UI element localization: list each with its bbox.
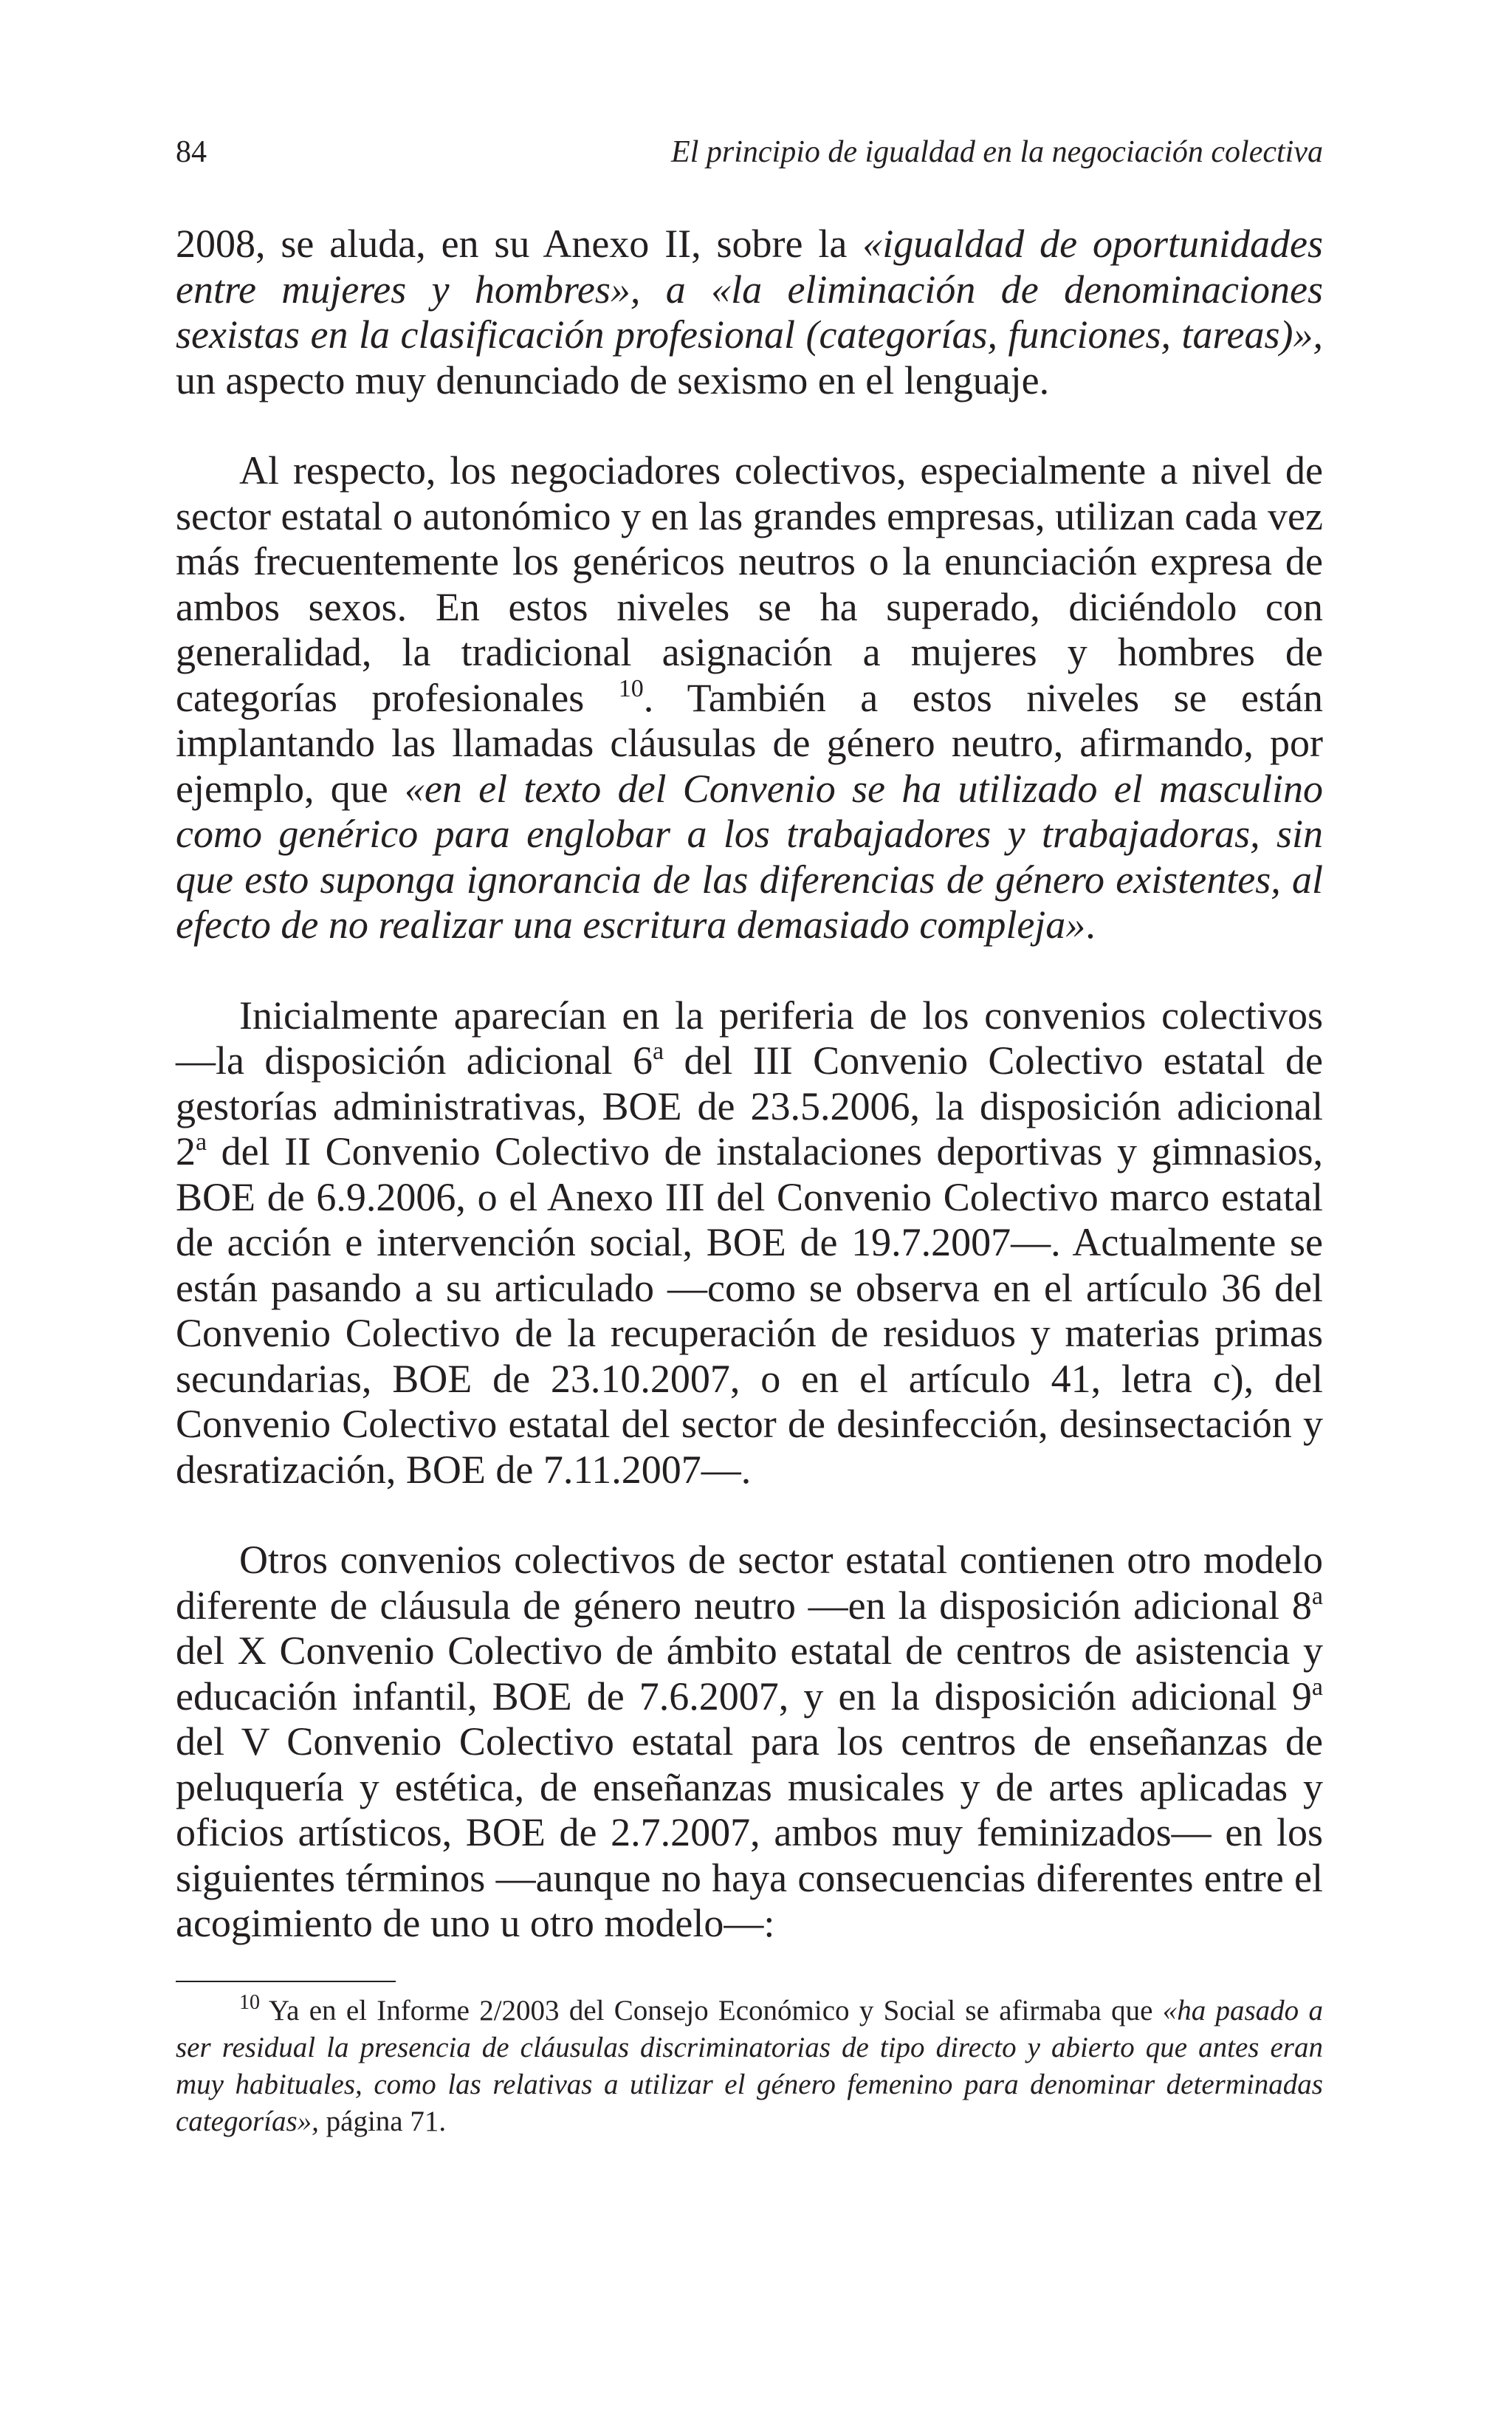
paragraph-3-text-end: del II Convenio Colectivo de instalaciones deportivas y gimnasios, BOE de 6.9.2006, o el Anexo III del Convenio Colectivo marco estatal de acción e intervención social, BOE de 19.7.2007—. Actualmente se están pasando a su articulado —como se observa en el artículo 36 del Convenio Colectivo de la recuperación de residuos y materias primas secundarias, BOE de 23.10.2007, o en el artículo 41, letra c), del Convenio Colectivo estatal del sector de desinfección, desinsectación y desratización, BOE de 7.11.2007—. — [176, 1129, 1323, 1492]
footnote-divider — [176, 1981, 396, 1982]
paragraph-1-quote: «igualdad de oportunidades entre mujeres y hombres», a «la eliminación de denominaciones sexistas en la clasificación profesional (categorías, funciones, tareas)», — [176, 222, 1323, 357]
paragraph-4-text: Otros convenios colectivos de sector estatal contienen otro modelo diferente de cláusula de género neutro —en la disposición adicional 8 — [176, 1538, 1323, 1628]
paragraph-2-text-middle: . También a estos niveles se están implantando las llamadas cláusulas de género neutro, afirmando, por ejemplo, que — [176, 675, 1323, 811]
footnote-text: Ya en el Informe 2/2003 del Consejo Económico y Social se afirmaba que — [260, 1995, 1163, 2026]
footnote-text-end: página 71. — [318, 2106, 447, 2137]
footnote-quote: «ha pasado a ser residual la presencia de cláusulas discriminatorias de tipo directo y abierto que antes eran muy habituales, como las relativas a utilizar el género femenino para denominar determinadas categorías», — [176, 1995, 1323, 2137]
footnote-reference: 10 — [618, 674, 644, 702]
running-title: El principio de igualdad en la negociación colectiva — [671, 135, 1323, 169]
paragraph-2-text: Al respecto, los negociadores colectivos, especialmente a nivel de sector estatal o autonómico y en las grandes empresas, utilizan cada vez más frecuentemente los genéricos neutros o la enunciación expresa de ambos sexos. En estos niveles se ha superado, diciéndolo con generalidad, la tradicional asignación a mujeres y hombres de categorías profesionales — [176, 448, 1323, 720]
paragraph-1 — [176, 222, 1323, 403]
paragraph-1-text-end: un aspecto muy denunciado de sexismo en el lenguaje. — [176, 357, 1050, 402]
ordinal-superscript: a — [1311, 1582, 1323, 1610]
page-number: 84 — [176, 135, 207, 169]
paragraph-3-text-middle: del III Convenio Colectivo estatal de gestorías administrativas, BOE de 23.5.2006, la disposición adicional 2 — [176, 1038, 1324, 1174]
paragraph-3-text: Inicialmente aparecían en la periferia de los convenios colectivos —la disposición adicional 6 — [176, 993, 1323, 1083]
paragraph-4 — [176, 1538, 1323, 1947]
paragraph-2 — [176, 448, 1323, 948]
ordinal-superscript: a — [1311, 1673, 1323, 1701]
paragraph-3 — [176, 993, 1323, 1493]
ordinal-superscript: a — [196, 1128, 207, 1156]
footnote — [176, 1993, 1323, 2140]
ordinal-superscript: a — [652, 1038, 664, 1065]
paragraph-1-text: 2008, se aluda, en su Anexo II, sobre la — [176, 222, 863, 266]
footnote-number: 10 — [239, 1991, 260, 2014]
paragraph-4-text-middle: del X Convenio Colectivo de ámbito estatal de centros de asistencia y educación infantil, BOE de 7.6.2007, y en la disposición adicional 9 — [176, 1628, 1323, 1719]
paragraph-2-quote: «en el texto del Convenio se ha utilizado el masculino como genérico para englobar a los trabajadores y trabajadoras, sin que esto suponga ignorancia de las diferencias de género existentes, al efecto de no realizar una escritura demasiado compleja» — [176, 766, 1323, 947]
body-text — [176, 222, 1323, 1947]
paragraph-4-text-end: del V Convenio Colectivo estatal para los centros de enseñanzas de peluquería y estética, de enseñanzas musicales y de artes aplicadas y oficios artísticos, BOE de 2.7.2007, ambos muy feminizados— en los siguientes términos —aunque no haya consecuencias diferentes entre el acogimiento de uno u otro modelo—: — [176, 1719, 1323, 1945]
paragraph-2-text-end: . — [1085, 902, 1096, 947]
